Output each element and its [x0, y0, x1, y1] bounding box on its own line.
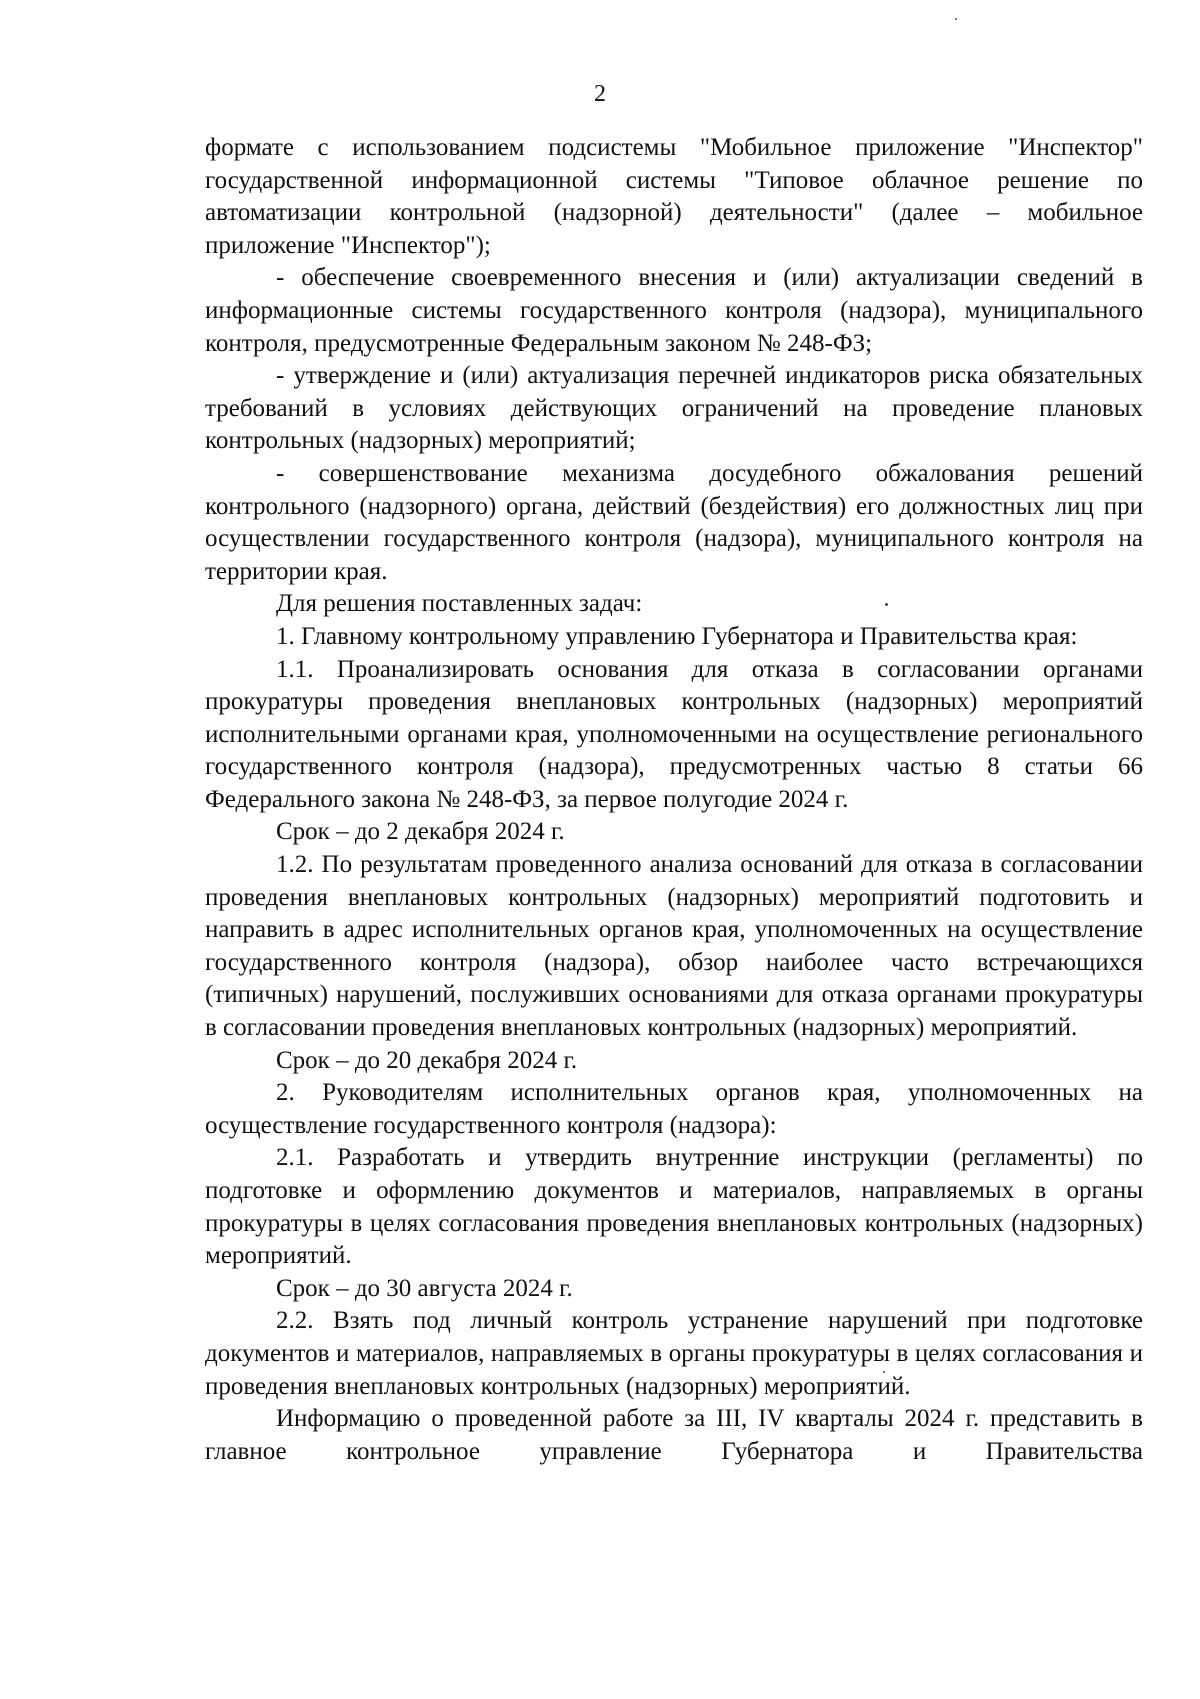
paragraph-deadline-2: Срок – до 20 декабря 2024 г. [276, 1046, 578, 1074]
paragraph-info-systems-item: - обеспечение своевременного внесения и (или) актуализации сведений в информационные системы государственного контроля (надзора), муниципального контроля, предусмотренные Федеральным законом № 248-ФЗ; [205, 264, 1143, 357]
paragraph-tasks-intro: Для решения поставленных задач: [276, 590, 643, 618]
scan-speck [883, 1371, 885, 1373]
paragraph-item-2-1: 2.1. Разработать и утвердить внутренние инструкции (регламенты) по подготовке и оформлению документов и материалов, направляемых в органы прокуратуры в целях согласования проведения внеплановых контрольных (надзорных) мероприятий. [205, 1144, 1143, 1270]
paragraph-item-2-2: 2.2. Взять под личный контроль устранение нарушений при подготовке документов и материалов, направляемых в органы прокуратуры в целях согласования и проведения внеплановых контрольных (надзорных) мероприятий. [205, 1307, 1143, 1400]
paragraph-risk-indicators-item: - утверждение и (или) актуализация перечней индикаторов риска обязательных требований в условиях действующих ограничений на проведение плановых контрольных (надзорных) мероприятий; [205, 362, 1143, 455]
paragraph-item-1-1: 1.1. Проанализировать основания для отказа в согласовании органами прокуратуры проведения внеплановых контрольных (надзорных) мероприятий исполнительными органами края, уполномоченными на осуществление регионального государственного контроля (надзора), предусмотренных частью 8 статьи 66 Федерального закона № 248-ФЗ, за первое полугодие 2024 г. [205, 655, 1143, 813]
paragraph-deadline-1: Срок – до 2 декабря 2024 г. [276, 818, 565, 846]
paragraph-item-1-2: 1.2. По результатам проведенного анализа оснований для отказа в согласовании проведения внеплановых контрольных (надзорных) мероприятий подготовить и направить в адрес исполнительных органов края, уполномоченных на осуществление государственного контроля (надзора), обзор наиболее часто встречающихся (типичных) нарушений, послуживших основаниями для отказа органами прокуратуры в согласовании проведения внеплановых контрольных (надзорных) мероприятий. [205, 851, 1143, 1042]
paragraph-deadline-3: Срок – до 30 августа 2024 г. [276, 1274, 573, 1302]
scan-speck [885, 603, 888, 606]
paragraph-item-1: 1. Главному контрольному управлению Губернатора и Правительства края: [276, 622, 1078, 650]
paragraph-report-info: Информацию о проведенной работе за III, IV кварталы 2024 г. представить в главное контрольное управление Губернатора и Правительства [205, 1405, 1143, 1465]
paragraph-item-2: 2. Руководителям исполнительных органов края, уполномоченных на осуществление государственного контроля (надзора): [205, 1079, 1143, 1139]
page-number: 2 [594, 81, 606, 107]
paragraph-appeal-mechanism-item: - совершенствование механизма досудебного обжалования решений контрольного (надзорного) органа, действий (бездействия) его должностных лиц при осуществлении государственного контроля (надзора), муниципального контроля на территории края. [205, 459, 1143, 585]
paragraph-mobile-app-continuation: формате с использованием подсистемы "Мобильное приложение "Инспектор" государственной информационной системы "Типовое облачное решение по автоматизации контрольной (надзорной) деятельности" (далее – мобильное приложение "Инспектор"); [205, 134, 1143, 259]
document-body [205, 132, 1143, 1468]
scan-speck [955, 18, 957, 20]
